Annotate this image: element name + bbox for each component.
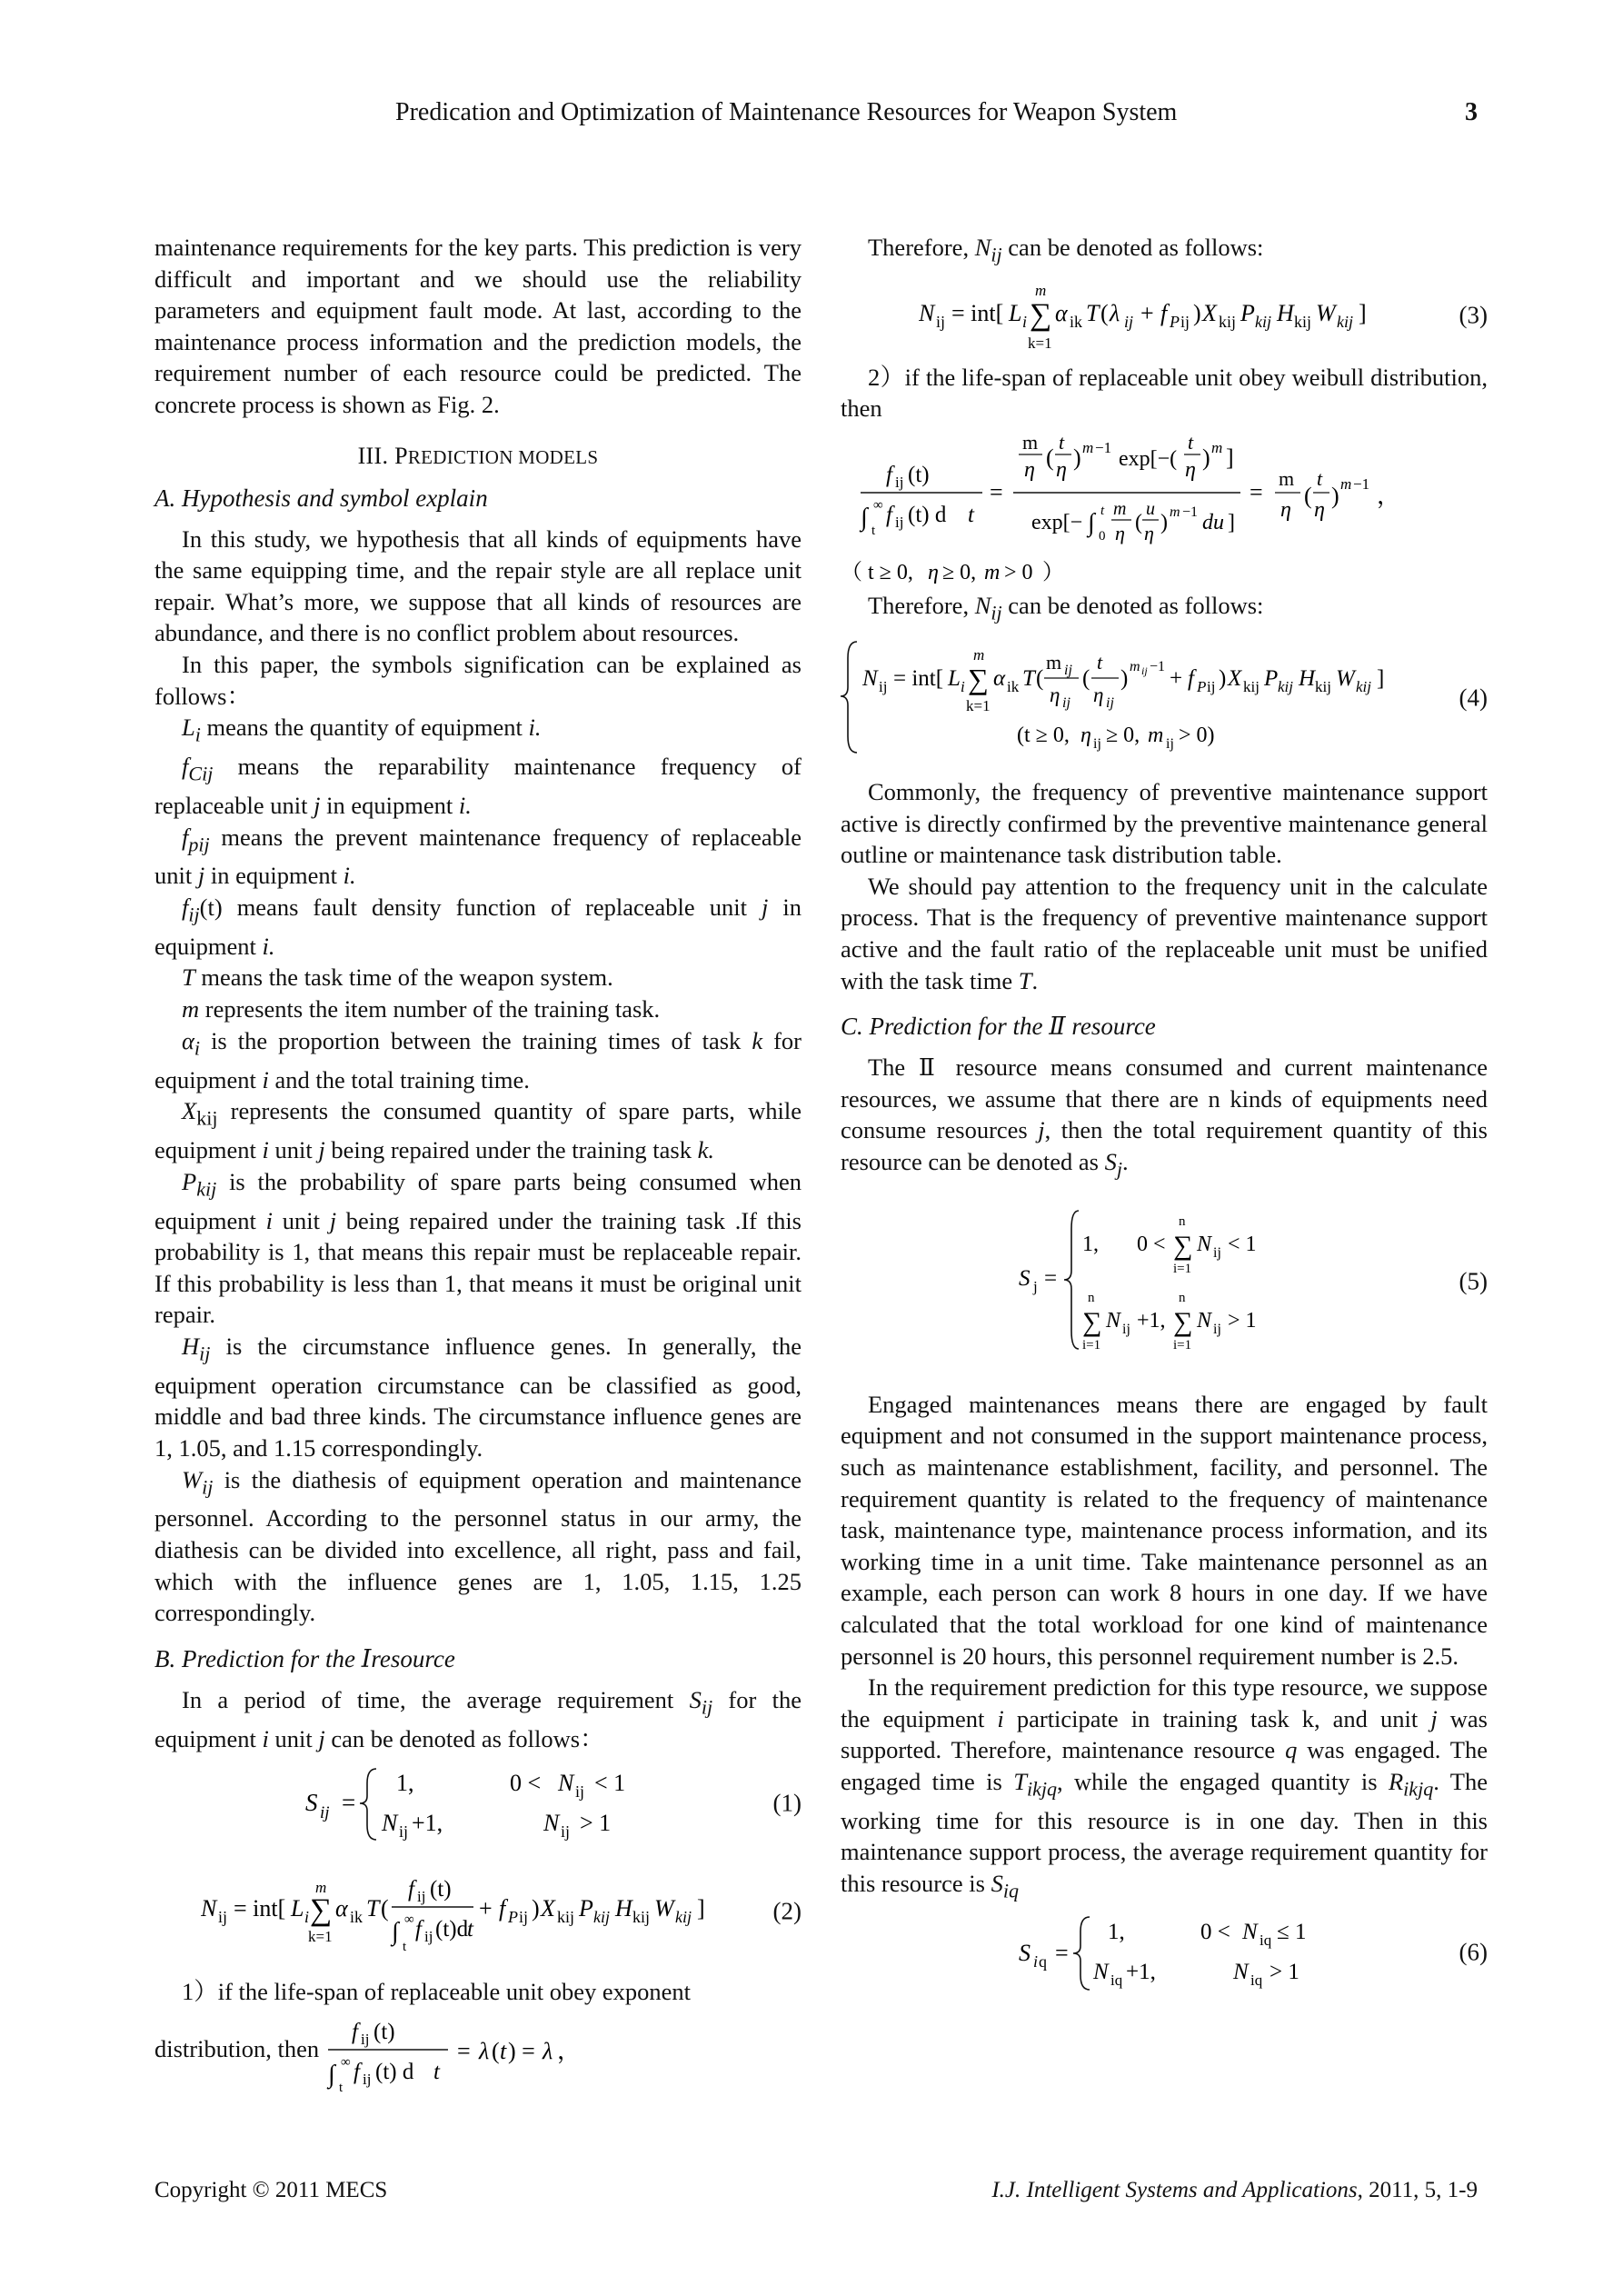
weibull-formula-svg — [841, 431, 1404, 547]
svg-text:0 <: 0 < — [1200, 1919, 1230, 1944]
svg-text:ij: ij — [1166, 735, 1174, 752]
svg-text:f: f — [499, 1895, 506, 1922]
svg-text:η: η — [1280, 498, 1291, 523]
engaged-paragraph: Engaged maintenances means there are engaged by fault equipment and not consumed in the support maintenance process, such as maintenance establishment, facility, and personnel. The requirement quantity is related to the frequency of maintenance task, maintenance type, maintenance process information, and its working time in a unit time. Take maintenance personnel as an example, each person can work 8 hours in one day. If we have calculated that the total workload for one kind of maintenance personnel is 20 hours, this personnel requirement number is 2.5. — [841, 1390, 1488, 1670]
svg-text:i=1: i=1 — [1082, 1337, 1101, 1353]
svg-text:(t)d: (t)d — [435, 1917, 469, 1942]
subsection-a-heading: A. Hypothesis and symbol explain — [154, 484, 488, 512]
svg-text:du: du — [1202, 511, 1224, 535]
svg-text:T: T — [1022, 665, 1035, 691]
svg-text:ij: ij — [936, 312, 946, 331]
svg-text:S: S — [1019, 1265, 1031, 1291]
svg-text:∑: ∑ — [1173, 1230, 1193, 1261]
svg-text:(: ( — [1100, 299, 1109, 326]
svg-text:f: f — [408, 1877, 414, 1902]
svg-text:λ: λ — [479, 2037, 490, 2064]
svg-text:P: P — [579, 1895, 593, 1922]
svg-text:∞: ∞ — [873, 498, 883, 514]
svg-text:kij: kij — [632, 1908, 651, 1927]
svg-text:P: P — [1170, 312, 1180, 331]
svg-text:exp[−(: exp[−( — [1119, 447, 1178, 472]
svg-text:α: α — [1055, 299, 1068, 326]
svg-text:ij: ij — [1093, 735, 1101, 752]
svg-text:(t ≥ 0,: (t ≥ 0, — [1017, 723, 1070, 747]
attention-paragraph: We should pay attention to the frequency unit in the calculate process. That is the frequency of preventive maintenance support active and the fault ratio of the replaceable unit must be unified with the task time T. — [841, 872, 1488, 994]
svg-text:=: = — [1044, 1265, 1058, 1291]
svg-text:ij: ij — [399, 1822, 409, 1842]
svg-text:λ: λ — [1110, 299, 1120, 326]
svg-text:，: ， — [1377, 483, 1401, 510]
svg-text:t: t — [467, 1917, 473, 1942]
running-header — [154, 98, 1478, 135]
equation-5-number: (5) — [1459, 1267, 1488, 1295]
svg-text:kij: kij — [1337, 312, 1353, 331]
svg-text:t: t — [433, 2059, 441, 2084]
equation-3-formula — [919, 277, 1409, 354]
def-m: m represents the item number of the training task. — [182, 995, 661, 1023]
svg-text:u: u — [1146, 499, 1155, 520]
exponent-paragraph: 1）if the life-span of replaceable unit obey exponent — [182, 1978, 691, 2006]
prediction-I-paragraph: In a period of time, the average requirement $S_{ij}$ for the equipment i unit j can be denoted as follows： — [154, 1685, 802, 1752]
svg-text:iq: iq — [1260, 1931, 1272, 1949]
svg-text:ij: ij — [1213, 1244, 1221, 1261]
svg-text:n: n — [1179, 1213, 1186, 1229]
svg-text:t: t — [403, 1940, 407, 1955]
def-X: $X_{kij}$ represents the consumed quantity of spare parts, while equipment i unit j being repaired under the training task k. — [154, 1097, 802, 1164]
svg-text:j: j — [1033, 1277, 1038, 1295]
svg-text:ij: ij — [895, 514, 904, 532]
equation-1-formula — [305, 1762, 651, 1845]
svg-text:m: m — [1170, 504, 1180, 521]
svg-text:N: N — [1197, 1232, 1212, 1256]
svg-text:> 1: > 1 — [580, 1810, 612, 1837]
svg-text:P: P — [1240, 299, 1255, 326]
svg-text:0 <: 0 < — [510, 1770, 542, 1797]
svg-text:N: N — [862, 665, 878, 691]
exponent-formula — [319, 2008, 592, 2091]
svg-text:< 1: < 1 — [594, 1770, 626, 1797]
svg-text:i=1: i=1 — [1173, 1261, 1192, 1276]
right-column — [841, 232, 1488, 2000]
svg-text:i: i — [1022, 312, 1028, 331]
equation-1 — [154, 1760, 802, 1847]
svg-text:]: ] — [1377, 665, 1385, 691]
svg-text:kij: kij — [557, 1908, 575, 1927]
def-Li: $L_i$ means the quantity of equipment i. — [182, 714, 542, 746]
subsection-b-heading: B. Prediction for the Ⅰresource — [154, 1644, 455, 1672]
svg-text:ij: ij — [363, 2070, 372, 2088]
svg-text:t: t — [1100, 504, 1105, 519]
equation-2-number: (2) — [772, 1897, 802, 1925]
equation-4-number: (4) — [1459, 684, 1488, 712]
svg-text:f: f — [1188, 665, 1194, 691]
section-heading: III. PREDICTION MODELS — [357, 442, 599, 469]
svg-text:L: L — [291, 1895, 304, 1922]
svg-text:N: N — [558, 1770, 574, 1797]
svg-text:ik: ik — [350, 1908, 363, 1927]
svg-text:≤ 1: ≤ 1 — [1277, 1919, 1307, 1944]
svg-text:+: + — [1140, 299, 1154, 326]
page-number: 3 — [1465, 98, 1478, 126]
svg-text:n: n — [1088, 1290, 1095, 1305]
svg-text:t: t — [1097, 650, 1103, 674]
svg-text:= int[: = int[ — [951, 299, 1004, 326]
svg-text:η: η — [1185, 458, 1196, 483]
svg-text:ij: ij — [1106, 694, 1114, 711]
svg-text:m: m — [1148, 723, 1164, 747]
svg-text:f: f — [352, 2019, 359, 2044]
svg-text:P: P — [1264, 665, 1279, 691]
def-T: T means the task time of the weapon system. — [182, 963, 613, 992]
svg-text:f: f — [415, 1917, 422, 1942]
equation-6 — [841, 1911, 1488, 1994]
svg-text:1,: 1, — [1108, 1919, 1125, 1944]
svg-text:+1,: +1, — [412, 1810, 443, 1837]
svg-text:+: + — [479, 1895, 493, 1922]
svg-text:=: = — [1055, 1939, 1069, 1966]
svg-text:H: H — [1299, 665, 1316, 691]
svg-text:]: ] — [1226, 444, 1234, 472]
svg-text:): ) — [1219, 665, 1227, 691]
svg-text:P: P — [1197, 677, 1207, 695]
svg-text:ij: ij — [417, 1888, 426, 1906]
svg-text:m: m — [1279, 467, 1295, 491]
svg-text:f: f — [886, 503, 892, 528]
def-W: $W_{ij}$ is the diathesis of equipment operation and maintenance personnel. According to the personnel status in our army, the diathesis can be divided into excellence, all right, pass and fail, which with the influence genes are 1, 1.05, 1.15, 1.25 correspondingly. — [154, 1465, 802, 1627]
svg-text:ij: ij — [1122, 1321, 1130, 1337]
svg-text:W: W — [1316, 299, 1336, 326]
equation-5 — [841, 1202, 1488, 1362]
svg-text:∫: ∫ — [328, 2060, 335, 2089]
svg-text:m: m — [1211, 439, 1223, 457]
svg-text:η: η — [928, 561, 939, 585]
svg-text:kij: kij — [1278, 677, 1293, 695]
svg-text:kij: kij — [1255, 312, 1271, 331]
svg-text:∑: ∑ — [1173, 1306, 1193, 1337]
svg-text:）: ） — [1042, 561, 1064, 585]
svg-text:): ) — [1202, 444, 1210, 472]
svg-text:kij: kij — [593, 1908, 610, 1927]
svg-text:ij: ij — [561, 1822, 571, 1842]
exponent-formula-row — [154, 2008, 802, 2091]
svg-text:m: m — [1082, 439, 1094, 457]
svg-text:i: i — [961, 677, 965, 695]
svg-text:f: f — [886, 463, 892, 488]
svg-text:kij: kij — [1243, 677, 1260, 695]
svg-text:n: n — [1179, 1290, 1186, 1305]
svg-text:−1: −1 — [1095, 439, 1112, 457]
svg-text:λ: λ — [543, 2037, 553, 2064]
def-fp: $f_{pij}$ means the prevent maintenance frequency of replaceable unit j in equipment i. — [154, 823, 802, 890]
svg-text:ij: ij — [361, 2030, 370, 2048]
svg-text:t: t — [500, 2037, 507, 2064]
svg-text:N: N — [1242, 1919, 1258, 1944]
svg-text:N: N — [543, 1810, 560, 1837]
equation-6-number: (6) — [1459, 1938, 1488, 1966]
svg-text:(: ( — [1304, 483, 1312, 510]
svg-text:): ) — [532, 1895, 540, 1922]
equation-6-formula — [1019, 1912, 1309, 1993]
svg-text:]: ] — [1228, 511, 1235, 535]
svg-text:m: m — [1035, 281, 1047, 299]
svg-text:k=1: k=1 — [1028, 334, 1052, 352]
svg-text:（: （ — [841, 561, 862, 585]
weibull-condition-svg — [841, 554, 1077, 590]
svg-text:η: η — [1115, 522, 1125, 545]
svg-text:N: N — [1093, 1959, 1109, 1984]
svg-text:= int[: = int[ — [234, 1895, 286, 1922]
svg-text:ij: ij — [424, 1928, 433, 1946]
def-P: $P_{kij}$ is the probability of spare parts being consumed when equipment i unit j being repaired under the training task .If this probability is 1, that means this repair must be replaceable repair. If this probability is less than 1, that means it must be original unit repair. — [154, 1167, 802, 1329]
svg-text:=: = — [990, 479, 1003, 506]
svg-text:X: X — [541, 1895, 555, 1922]
svg-text:t ≥ 0,: t ≥ 0, — [868, 561, 913, 585]
def-fij: $f_{ij}(t)$ means fault density function of replaceable unit j in equipment i. — [154, 893, 802, 960]
svg-text:1,: 1, — [1082, 1232, 1099, 1256]
equation-2-formula — [201, 1863, 755, 1960]
svg-text:∫: ∫ — [1088, 509, 1095, 538]
svg-text:t: t — [968, 503, 974, 528]
svg-text:α: α — [993, 665, 1006, 691]
equation-4 — [841, 634, 1488, 762]
svg-text:ik: ik — [1070, 312, 1083, 331]
svg-text:f: f — [353, 2059, 361, 2084]
svg-text:(: ( — [1046, 444, 1054, 472]
svg-text:i: i — [1033, 1952, 1039, 1971]
svg-text:k=1: k=1 — [308, 1928, 333, 1946]
svg-text:ij: ij — [1062, 694, 1070, 711]
svg-text:ij: ij — [1124, 312, 1134, 331]
equation-3 — [841, 276, 1488, 354]
svg-text:L: L — [948, 665, 961, 691]
svg-text:η: η — [1144, 522, 1154, 545]
svg-text:=: = — [457, 2037, 471, 2064]
svg-text:，: ， — [557, 2037, 582, 2064]
svg-text:ij: ij — [1064, 662, 1072, 678]
svg-text:(: ( — [492, 2037, 500, 2064]
svg-text:∞: ∞ — [404, 1912, 414, 1928]
svg-text:(t): (t) — [908, 463, 930, 488]
svg-text:kij: kij — [1356, 677, 1371, 695]
svg-text:]: ] — [1359, 299, 1367, 326]
svg-text:(t) d: (t) d — [375, 2059, 414, 2084]
svg-text:ij: ij — [1207, 677, 1216, 695]
svg-text:exp[−: exp[− — [1031, 511, 1083, 535]
svg-text:) =: ) = — [508, 2037, 535, 2064]
svg-text:N: N — [382, 1810, 398, 1837]
requirement-paragraph: In the requirement prediction for this type resource, we suppose the equipment i participate in training task k, and unit j was supported. Therefore, maintenance resource q was engaged. The engaged time is $T_{ikjq}$, while the engaged quantity is $R_{ikjq}$. The working time for this resource is in one day. Then in this maintenance support process, the average requirement quantity for this resource is $S_{iq}$ — [841, 1673, 1489, 1902]
hypothesis-paragraph: In this study, we hypothesis that all kinds of equipments have the same equipping time, and the repair style are all replace unit repair. What’s more, we suppose that all kinds of resources are abundance, and there is no conflict problem about resources. — [154, 524, 802, 647]
def-alpha: $\alpha_i$ is the proportion between the training times of task k for equipment i and the total training time. — [154, 1026, 802, 1093]
svg-text:H: H — [615, 1895, 632, 1922]
intro-paragraph: maintenance requirements for the key parts. This prediction is very difficult and important and we should use the reliability parameters and equipment fault mode. At last, according to the maintenance process information and the prediction models, the requirement number of each resource could be predicted. The concrete process is shown as Fig. 2. — [154, 234, 802, 418]
svg-text:ij: ij — [879, 677, 888, 695]
svg-text:N: N — [919, 299, 935, 326]
svg-text:< 1: < 1 — [1228, 1232, 1257, 1256]
svg-text:(: ( — [1036, 665, 1044, 691]
svg-text:(: ( — [381, 1895, 389, 1922]
svg-text:−1: −1 — [1182, 504, 1199, 521]
svg-text:0 <: 0 < — [1137, 1232, 1166, 1256]
therefore-paragraph-2: Therefore, $N_{ij}$ can be denoted as follows: — [868, 592, 1264, 624]
svg-text:(: ( — [1135, 511, 1142, 535]
svg-text:m: m — [1113, 499, 1127, 520]
svg-text:iq: iq — [1250, 1971, 1263, 1989]
svg-text:η: η — [1093, 683, 1104, 706]
svg-text:η: η — [1314, 498, 1325, 523]
svg-text:): ) — [1193, 299, 1201, 326]
svg-text:m: m — [1022, 431, 1039, 454]
svg-text:H: H — [1277, 299, 1294, 326]
svg-text:]: ] — [697, 1895, 705, 1922]
svg-text:t: t — [871, 524, 876, 539]
svg-text:> 1: > 1 — [1270, 1959, 1299, 1984]
svg-text:T: T — [366, 1895, 380, 1922]
svg-text:): ) — [1120, 665, 1129, 691]
weibull-paragraph: 2）if the life-span of replaceable unit obey weibull distribution, then — [841, 363, 1488, 423]
svg-text:α: α — [335, 1895, 348, 1922]
svg-text:kij: kij — [675, 1908, 692, 1927]
svg-text:P: P — [508, 1908, 518, 1927]
svg-text:t: t — [1317, 467, 1323, 491]
svg-text:> 0): > 0) — [1179, 723, 1215, 747]
svg-text:m: m — [984, 561, 1001, 585]
def-fC: $f_{Cij}$ means the reparability maintenance frequency of replaceable unit j in equipment i. — [154, 753, 802, 819]
svg-text:−1: −1 — [1150, 658, 1166, 674]
svg-text:L: L — [1009, 299, 1022, 326]
svg-text:m: m — [1046, 650, 1062, 674]
svg-text:ij: ij — [1213, 1321, 1221, 1337]
svg-text:≥ 0,: ≥ 0, — [1106, 723, 1140, 747]
equation-3-number: (3) — [1459, 301, 1488, 329]
svg-text:X: X — [1202, 299, 1217, 326]
svg-text:): ) — [1073, 444, 1081, 472]
svg-text:ij: ij — [519, 1908, 529, 1927]
footer-copyright: Copyright © 2011 MECS — [154, 2178, 388, 2202]
svg-text:∑: ∑ — [1082, 1306, 1102, 1337]
svg-text:X: X — [1228, 665, 1242, 691]
exponent-formula-lead: distribution, then — [154, 2035, 320, 2063]
def-H: $H_{ij}$ is the circumstance influence genes. In generally, the equipment operation circumstance can be classified as good, middle and bad three kinds. The circumstance influence genes are 1, 1.05, and 1.15 correspondingly. — [154, 1332, 802, 1462]
commonly-paragraph: Commonly, the frequency of preventive maintenance support active is directly confirmed by the preventive maintenance general outline or maintenance task distribution table. — [841, 777, 1488, 869]
equation-1-number: (1) — [772, 1789, 802, 1817]
svg-text:=: = — [342, 1789, 356, 1817]
svg-text:N: N — [1233, 1959, 1249, 1984]
svg-text:−1: −1 — [1353, 475, 1370, 494]
svg-text:∑: ∑ — [310, 1893, 333, 1928]
svg-text:(t): (t) — [373, 2019, 395, 2044]
svg-text:kij: kij — [1294, 312, 1312, 331]
therefore-paragraph-1: Therefore, $N_{ij}$ can be denoted as follows: — [868, 234, 1264, 266]
svg-text:N: N — [1197, 1308, 1212, 1333]
svg-text:ij: ij — [895, 474, 904, 492]
svg-text:t: t — [1059, 431, 1065, 454]
svg-text:iq: iq — [1110, 1971, 1123, 1989]
equation-2 — [154, 1862, 802, 1962]
svg-text:ij: ij — [575, 1782, 585, 1802]
svg-text:): ) — [1160, 511, 1168, 535]
svg-text:1,: 1, — [396, 1770, 414, 1797]
svg-text:W: W — [1336, 665, 1355, 691]
svg-text:S: S — [305, 1789, 318, 1817]
svg-text:ij: ij — [320, 1803, 330, 1823]
svg-text:kij: kij — [1219, 312, 1237, 331]
subsection-c-heading: C. Prediction for the Ⅱ resource — [841, 1013, 1156, 1041]
svg-text:N: N — [1106, 1308, 1121, 1333]
svg-text:(t) d: (t) d — [908, 503, 947, 528]
svg-text:i: i — [304, 1908, 310, 1927]
weibull-condition — [841, 554, 1488, 590]
svg-text:): ) — [1331, 483, 1339, 510]
svg-text:η: η — [1080, 723, 1091, 747]
svg-text:ij: ij — [218, 1908, 228, 1927]
svg-text:S: S — [1019, 1939, 1031, 1966]
symbols-intro-paragraph: In this paper, the symbols signification can be explained as follows： — [154, 650, 802, 710]
equation-4-formula — [841, 636, 1422, 760]
svg-text:N: N — [201, 1895, 217, 1922]
svg-text:f: f — [1160, 299, 1168, 326]
svg-text:=: = — [1250, 479, 1263, 506]
svg-text:t: t — [1188, 431, 1194, 454]
resource-II-paragraph: The Ⅱ resource means consumed and current maintenance resources, we assume that there are n kinds of equipments need consume resources j, then the total requirement quantity of this resource can be denoted as $S_j$. — [841, 1053, 1488, 1181]
svg-text:+1,: +1, — [1126, 1959, 1156, 1984]
svg-text:T: T — [1086, 299, 1100, 326]
svg-text:(: ( — [1082, 665, 1090, 691]
svg-text:m: m — [315, 1879, 327, 1897]
svg-text:= int[: = int[ — [893, 665, 944, 691]
svg-text:W: W — [654, 1895, 674, 1922]
svg-text:ij: ij — [1141, 664, 1148, 677]
svg-text:∞: ∞ — [341, 2054, 351, 2070]
svg-text:η: η — [1050, 683, 1060, 706]
svg-text:η: η — [1024, 458, 1035, 483]
svg-text:kij: kij — [1315, 677, 1331, 695]
svg-text:q: q — [1039, 1952, 1047, 1971]
svg-text:k=1: k=1 — [966, 696, 991, 714]
svg-text:ij: ij — [1180, 312, 1190, 331]
svg-text:i=1: i=1 — [1173, 1337, 1192, 1353]
weibull-formula — [841, 430, 1488, 548]
svg-text:> 1: > 1 — [1228, 1308, 1257, 1333]
svg-text:+: + — [1170, 665, 1183, 691]
svg-text:> 0: > 0 — [1004, 561, 1033, 585]
left-column — [154, 232, 802, 2091]
svg-text:η: η — [1056, 458, 1067, 483]
svg-text:∫: ∫ — [861, 504, 868, 533]
svg-text:≥ 0,: ≥ 0, — [942, 561, 977, 585]
svg-text:m: m — [973, 645, 985, 664]
footer-journal: I.J. Intelligent Systems and Applications, 2011, 5, 1-9 — [991, 2178, 1478, 2202]
running-title: Predication and Optimization of Maintenance Resources for Weapon System — [395, 98, 1178, 126]
svg-text:∑: ∑ — [1030, 297, 1052, 332]
svg-text:∑: ∑ — [968, 662, 989, 695]
svg-text:0: 0 — [1099, 529, 1106, 544]
svg-text:+1,: +1, — [1137, 1308, 1166, 1333]
svg-text:ik: ik — [1007, 677, 1020, 695]
svg-text:∫: ∫ — [392, 1918, 399, 1947]
svg-text:(t): (t) — [430, 1877, 452, 1902]
svg-text:m: m — [1340, 475, 1352, 494]
svg-text:t: t — [339, 2080, 344, 2091]
svg-text:m: m — [1130, 658, 1140, 674]
equation-5-formula — [1019, 1205, 1309, 1358]
